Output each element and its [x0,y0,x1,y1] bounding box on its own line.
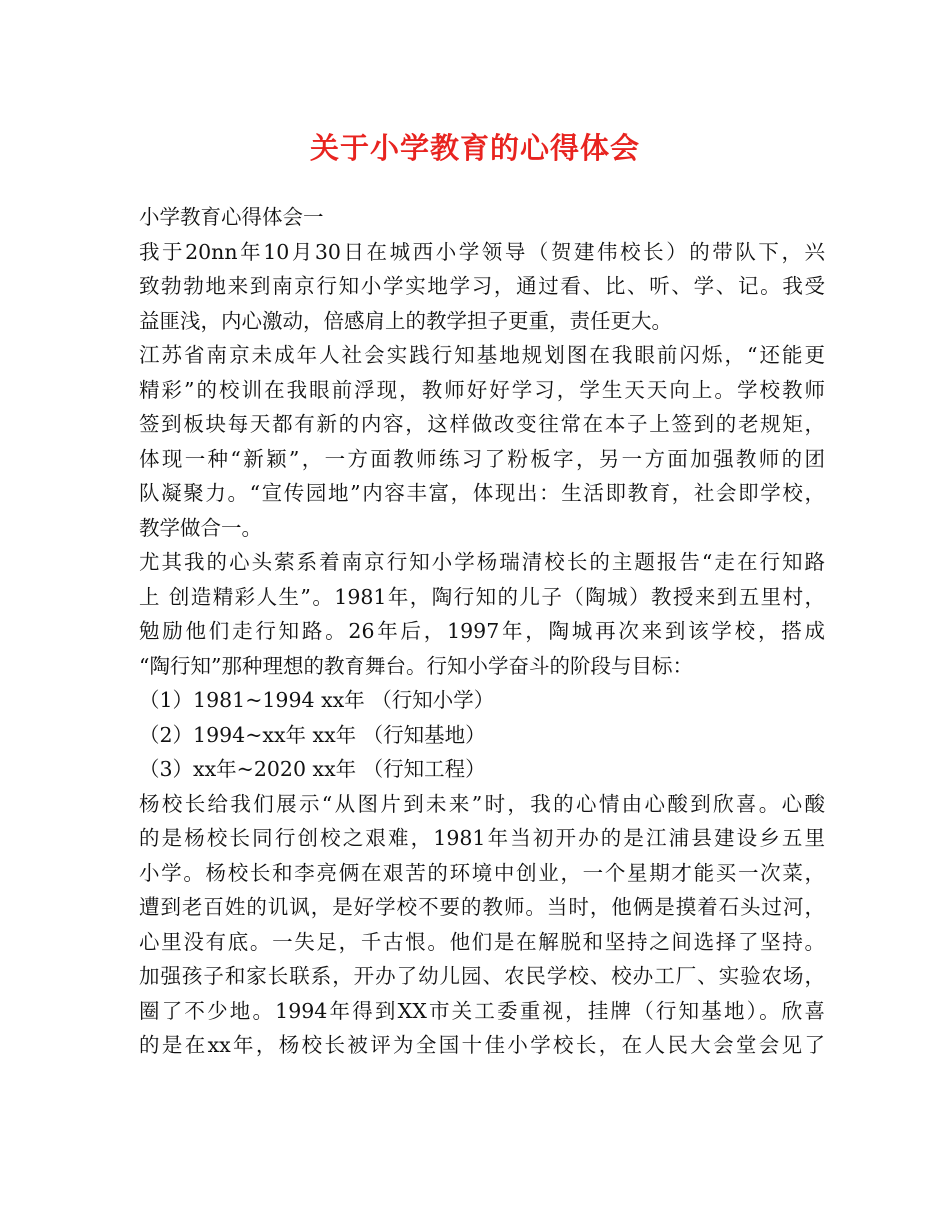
text-line: 杨校长给我们展示“从图片到未来”时，我的心情由心酸到欣喜。心酸 [139,791,825,816]
text-line: 小学教育心得体会一 [139,205,324,229]
text-line: （3）xx年~2020 xx年 （行知工程） [139,757,486,781]
document-title: 关于小学教育的心得体会 [309,131,640,165]
text-line: 遭到老百姓的讥讽，是好学校不要的教师。当时，他俩是摸着石头过河， [139,895,825,919]
text-line: 江苏省南京未成年人社会实践行知基地规划图在我眼前闪烁，“还能更 [139,343,825,367]
text-line: 尤其我的心头萦系着南京行知小学杨瑞清校长的主题报告“走在行知路 [139,550,825,574]
text-line: 的是杨校长同行创校之艰难，1981年当初开办的是江浦县建设乡五里 [139,826,825,850]
text-line: 益匪浅，内心激动，倍感肩上的教学担子更重，责任更大。 [139,308,672,333]
text-line: 签到板块每天都有新的内容，这样做改变往常在本子上签到的老规矩， [139,412,825,436]
text-line: 我于20nn年10月30日在城西小学领导（贺建伟校长）的带队下，兴 [139,239,825,264]
text-line: 加强孩子和家长联系，开办了幼儿园、农民学校、校办工厂、实验农场， [139,964,825,988]
text-line: 上 创造精彩人生”。1981年，陶行知的儿子（陶城）教授来到五里村， [139,584,825,609]
document-body [139,200,825,1063]
text-line: 心里没有底。一失足，千古恨。他们是在解脱和坚持之间选择了坚持。 [139,929,825,954]
text-line: 教学做合一。 [139,515,262,540]
text-line: 精彩”的校训在我眼前浮现，教师好好学习，学生天天向上。学校教师 [139,377,825,402]
text-line: （2）1994~xx年 xx年 （行知基地） [139,722,486,747]
text-line: 队凝聚力。“宣传园地”内容丰富，体现出：生活即教育，社会即学校， [139,481,825,505]
text-line: 体现一种“新颖”，一方面教师练习了粉板字，另一方面加强教师的团 [139,446,825,471]
text-line: （1）1981~1994 xx年 （行知小学） [139,688,495,712]
text-line: 勉励他们走行知路。26年后，1997年，陶城再次来到该学校，搭成 [139,619,825,643]
text-line: 的是在xx年，杨校长被评为全国十佳小学校长，在人民大会堂会见了 [139,1033,825,1057]
text-line: 致勃勃地来到南京行知小学实地学习，通过看、比、听、学、记。我受 [139,274,825,298]
text-line: “陶行知”那种理想的教育舞台。行知小学奋斗的阶段与目标： [139,653,693,678]
text-line: 小学。杨校长和李亮俩在艰苦的环境中创业，一个星期才能买一次菜， [139,860,825,885]
text-line: 圈了不少地。1994年得到XX市关工委重视，挂牌（行知基地）。欣喜 [139,998,825,1023]
